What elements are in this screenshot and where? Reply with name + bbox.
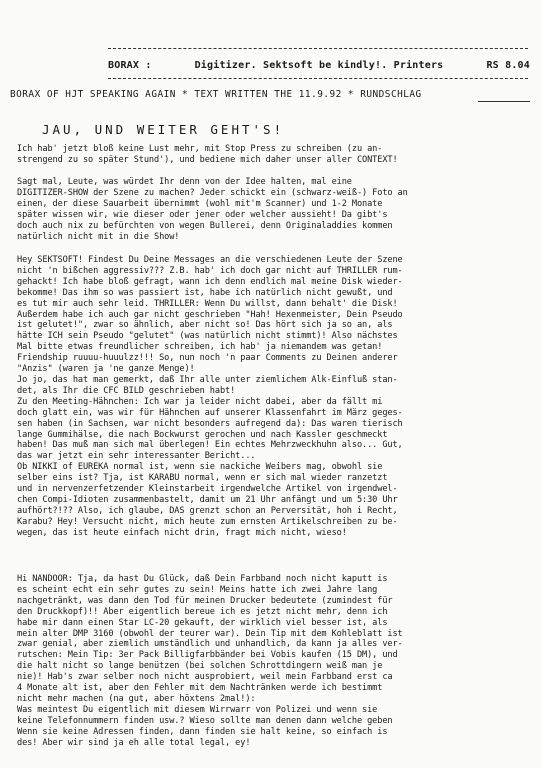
header-center: Digitizer. Sektsoft be kindly!. Printers	[194, 60, 444, 71]
header-right: RS 8.04	[486, 60, 530, 71]
paragraph-sektsoft: Hey SEKTSOFT! Findest Du Deine Messages an die verschiedenen Leute der Szene nicht 'n bißchen aggressiv??? Z.B. hab' ich doch gar nicht auf THRILLER rum- gehackt! Ich habe bloß gefragt, wann ich denn endlich mal meine Disk wieder- bekomme! Das ihm so was passiert ist, habe ich natürlich nicht gewußt, und es tut mir auch sehr leid. THRILLER: Wenn Du willst, dann behalt' die Disk! Außerdem habe ich auch gar nicht geschrieben "Hah! Hexenmeister, Dein Pseudo ist gelutet!", zwar so ähnlich, aber nicht so! Das hört sich ja so an, als hätte ICH sein Pseudo "gelutet" (was natürlich nicht stimmt)! Also nächstes Mal bitte etwas freundlicher schreiben, ich hab' ja niemandem was getan! Friendship ruuuu-huuulzz!!! So, nun noch 'n paar Comments zu Deinen anderer "Anzis" (waren ja 'ne ganze Menge)! Jo jo, das hat man gemerkt, daß Ihr alle unter ziemlichem Alk-Einfluß stan- det, als Ihr die CFC BILD geschrieben habt! Zu den Meeting-Hähnchen: Ich war ja leider nicht dabei, aber da fällt mi doch glatt ein, was wir für Hähnchen auf unserer Klassenfahrt im März geges- sen haben (in Sachsen, war nicht besonders aufregend da): Das waren tierisch lange Gummihälse, die nach Bockwurst gerochen und nach Kassler geschmeckt haben! Das muß man sich mal überlegen! Ein echtes Mehrzweckhuhn also... Gut, das war jetzt ein sehr interessanter Bericht... Ob NIKKI of EUREKA normal ist, wenn sie nackiche Weibers mag, obwohl sie selber eins ist? Tja, ist KARABU normal, wenn er sich mal wieder ranzetzt und in nervenzerfetzender Kleinstarbeit irgendwelche Artikel von irgendwel- chen Compi-Idioten zusammenbastelt, damit um 21 Uhr anfängt und um 5:30 Uhr aufhört?!?? Also, ich glaube, DAS grenzt schon an Perversität, hoh i Recht, Karabu? Hey! Versucht nicht, mich heute zum ernsten Artikelschreiben zu be- wegen, das ist heute einfach nicht drin, fragt mich nicht, wieso!	[17, 255, 403, 538]
paragraph-intro: Ich hab' jetzt bloß keine Lust mehr, mit Stop Press zu schreiben (zu an- strengend zu so später Stund'), und bediene mich daher unser aller CONTEXT!	[17, 144, 398, 165]
paragraph-digitizer-show: Sagt mal, Leute, was würdet Ihr denn von der Idee halten, mal eine DIGITIZER-SHOW der Szene zu machen? Jeder schickt ein (schwarz-weiß-) Foto an einen, der diese Sauarbeit übernimmt (wohl mit'm Scanner) und 1-2 Monate später wissen wir, wie dieser oder jener oder welcher aussieht! Da gibt's doch auch nix zu befürchten von wegen Bullerei, denn Originaladdies kommen natürlich nicht mit in die Show!	[17, 177, 408, 242]
bottom-dashed-rule	[108, 78, 528, 79]
subheader-underline	[478, 101, 530, 102]
subheader-line: BORAX OF HJT SPEAKING AGAIN * TEXT WRITTEN THE 11.9.92 * RUNDSCHLAG	[10, 89, 422, 100]
article-heading: JAU, UND WEITER GEHT'S!	[42, 122, 285, 137]
header-left: BORAX :	[108, 60, 152, 71]
top-dashed-rule	[108, 48, 528, 49]
paragraph-nandoor: Hi NANDOOR: Tja, da hast Du Glück, daß Dein Farbband noch nicht kaputt is es scheint echt ein sehr gutes zu sein! Meins hatte ich zwei Jahre lang nachgetränkt, was dann den Tod für meinen Drucker bedeutete (zumindest für den Druckkopf)!! Aber eigentlich bereue ich es jetzt nicht mehr, denn ich habe mir dann einen Star LC-20 gekauft, der wirklich viel besser ist, als mein alter DMP 3160 (obwohl der teurer war). Dein Tip mit dem Kohleblatt ist zwar genial, aber ziemlich umständlich und unhandlich, da kann ja alles ver- rutschen: Mein Tip: 3er Pack Billigfarbbänder bei Vobis kaufen (15 DM), und die halt nicht so lange benützen (bei solchen Schrottdingern weiß man je nie)! Hab's zwar selber noch nicht ausprobiert, weil mein Farbband erst ca 4 Monate alt ist, aber den Fehler mit dem Nachtränken werde ich bestimmt nicht mehr machen (na gut, aber höxtens 2mal!): Was meintest Du eigentlich mit diesem Wirrwarr von Polizei und wenn sie keine Telefonnummern finden usw.? Wieso sollte man denen dann welche geben Wenn sie keine Adressen finden, dann finden sie halt keine, so einfach is des! Aber wir sind ja eh alle total legal, ey!	[17, 574, 403, 748]
header-row	[108, 60, 530, 71]
